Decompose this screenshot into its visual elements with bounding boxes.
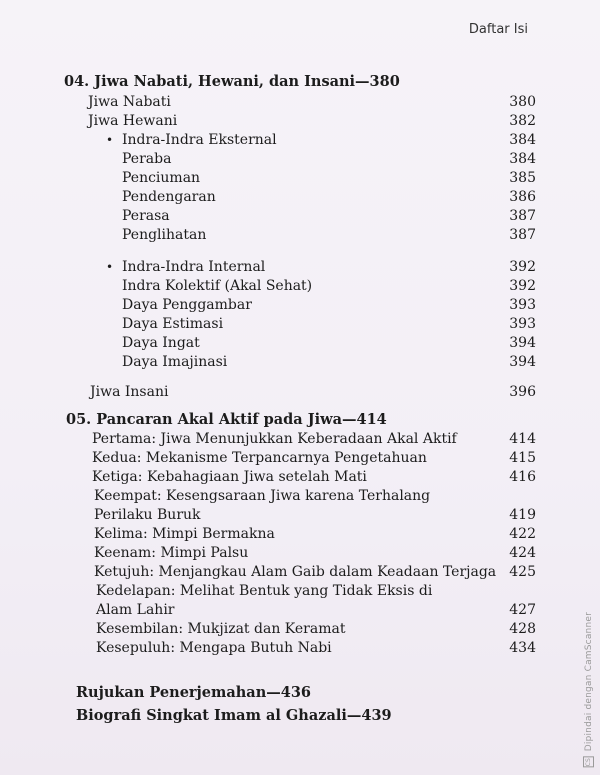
toc-entry: Indra Kolektif (Akal Sehat) 392 [122,278,536,294]
toc-entry: Daya Penggambar 393 [122,297,536,313]
toc-entry: Kedelapan: Melihat Bentuk yang Tidak Eksis di [96,583,433,599]
toc-entry: Peraba 384 [122,151,536,167]
toc-entry: Daya Imajinasi 394 [122,354,536,370]
scanner-watermark [583,612,594,767]
closing-heading-biografi: Biografi Singkat Imam al Ghazali—439 [76,707,392,724]
closing-heading-rujukan: Rujukan Penerjemahan—436 [76,684,312,701]
toc-entry: Pertama: Jiwa Menunjukkan Keberadaan Akal Aktif 414 [92,431,536,447]
bullet-icon: • [106,260,114,274]
toc-entry-bulleted: • Indra-Indra Eksternal 384 [106,132,536,148]
toc-entry: Kedua: Mekanisme Terpancarnya Pengetahuan 415 [92,450,536,466]
bullet-icon: • [106,133,114,147]
running-header: Daftar Isi [468,22,528,37]
toc-entry: Daya Estimasi 393 [122,316,536,332]
toc-entry: Jiwa Nabati 380 [88,94,536,110]
section-heading-04: 04. Jiwa Nabati, Hewani, dan Insani—380 [64,73,400,90]
toc-entry: Keempat: Kesengsaraan Jiwa karena Terhalang [94,488,431,504]
toc-entry: Daya Ingat 394 [122,335,536,351]
toc-entry: Penciuman 385 [122,170,536,186]
toc-entry: Jiwa Insani 396 [90,384,536,400]
toc-entry: Keenam: Mimpi Palsu 424 [94,545,536,561]
toc-entry: Ketiga: Kebahagiaan Jiwa setelah Mati 416 [92,469,536,485]
camscanner-logo-icon: CS [585,757,592,767]
toc-entry: Kesepuluh: Mengapa Butuh Nabi 434 [96,640,536,656]
toc-entry: Perasa 387 [122,208,536,224]
section-heading-05: 05. Pancaran Akal Aktif pada Jiwa—414 [66,411,387,428]
toc-entry: Kelima: Mimpi Bermakna 422 [94,526,536,542]
scanner-watermark-text: Dipindai dengan CamScanner [584,612,594,752]
toc-entry-bulleted: • Indra-Indra Internal 392 [106,259,536,275]
toc-entry: Ketujuh: Menjangkau Alam Gaib dalam Keadaan Terjaga 425 [94,564,536,580]
toc-entry: Perilaku Buruk 419 [94,507,536,523]
toc-entry: Alam Lahir 427 [96,602,536,618]
toc-entry: Penglihatan 387 [122,227,536,243]
toc-entry: Jiwa Hewani 382 [88,113,536,129]
toc-entry: Pendengaran 386 [122,189,536,205]
toc-entry: Kesembilan: Mukjizat dan Keramat 428 [96,621,536,637]
